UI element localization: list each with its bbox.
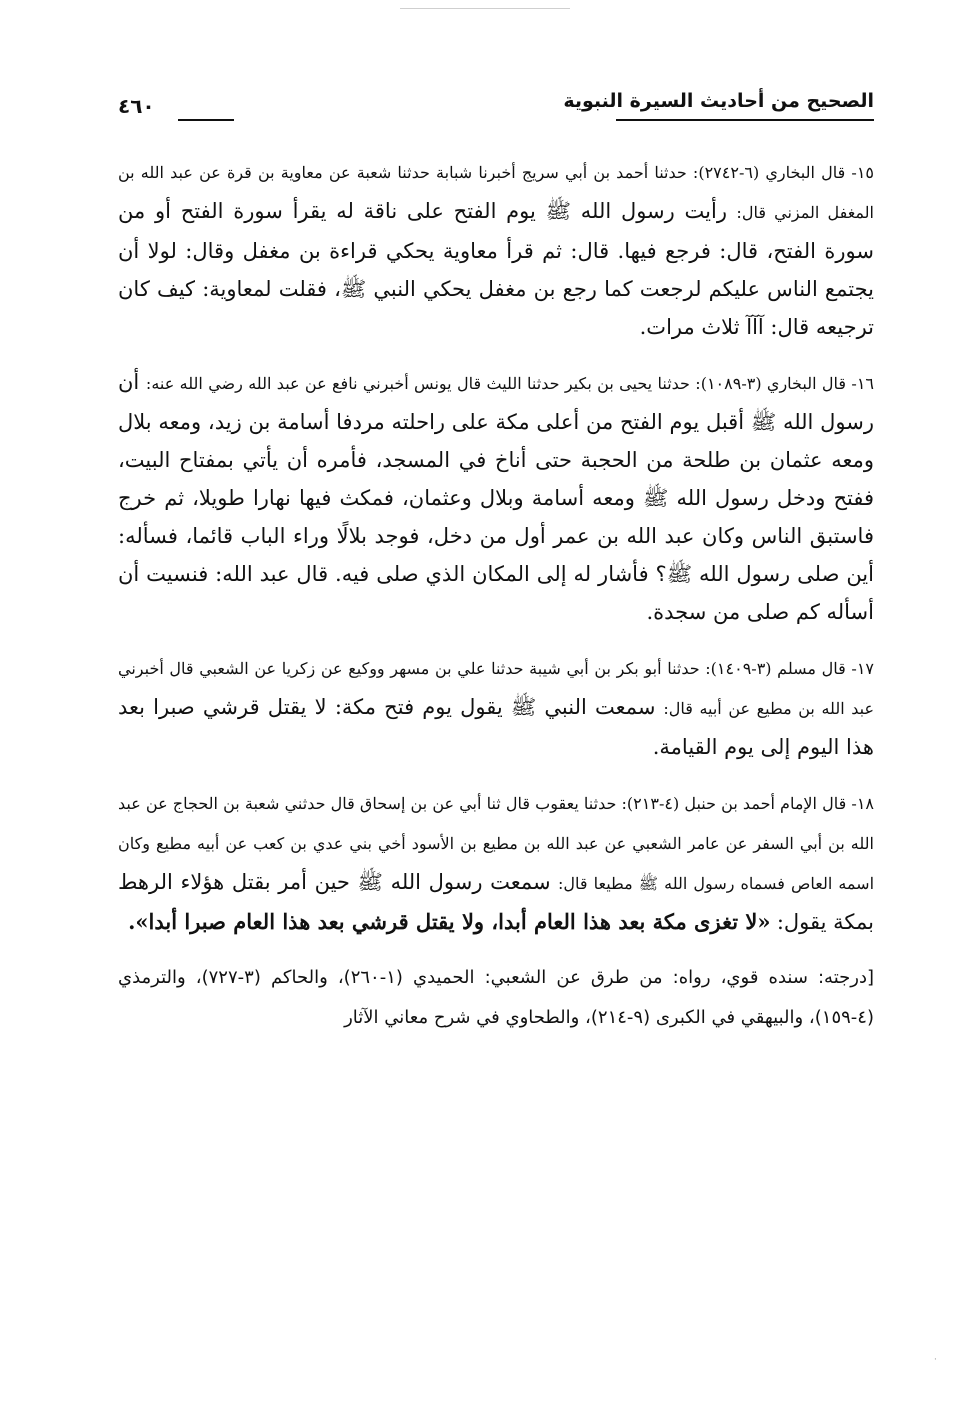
corner-mark: · <box>934 1355 937 1365</box>
hadith-18-matn: سمعت رسول الله ﷺ حين أمر بقتل هؤلاء الرهط بمكة يقول: <box>118 870 874 934</box>
hadith-16-matn: أن رسول الله ﷺ أقبل يوم الفتح من أعلى مكة على راحلته مردفا أسامة بن زيد، ومعه بلال ومعه عثمان بن طلحة من الحجبة حتى أناخ في المسجد، فأمره أن يأتي بمفتاح البيت، ففتح ودخل رسول الله ﷺ ومعه أسامة وبلال وعثمان، فمكث فيها نهارا طويلا، ثم خرج فاستبق الناس وكان عبد الله بن عمر أول من دخل، فوجد بلالًا وراء الباب قائما، فسأله: أين صلى رسول الله ﷺ؟ فأشار له إلى المكان الذي صلى فيه. قال عبد الله: فنسيت أن أسأله كم صلى من سجدة. <box>118 370 874 624</box>
page-number-rule <box>178 119 234 121</box>
grading-note: [درجته: سنده قوي، رواه: من طرق عن الشعبي: الحميدي (١-٢٦٠)، والحاكم (٣-٧٢٧)، والترمذي (٤-١٥٩)، والبيهقي في الكبرى (٩-٢١٤)، والطحاوي في شرح معاني الآثار <box>118 967 874 1028</box>
hadith-18-quote: «لا تغزى مكة بعد هذا العام أبدا، ولا يقتل قرشي بعد هذا العام صبرا أبدا». <box>128 909 771 934</box>
page-header <box>118 86 874 126</box>
hadith-15-isnad: ١٥- قال البخاري (٦-٢٧٤٢): حدثنا أحمد بن أبي سريج أخبرنا شبابة حدثنا شعبة عن معاوية بن قرة عن عبد الله بن المغفل المزني قال: <box>118 163 875 222</box>
hadith-15 <box>118 152 874 346</box>
page-number: ٤٦٠ <box>118 94 155 118</box>
hadith-17 <box>118 648 874 766</box>
hadith-15-matn: رأيت رسول الله ﷺ يوم الفتح على ناقة له يقرأ سورة الفتح أو من سورة الفتح، قال: فرجع فيها. قال: ثم قرأ معاوية يحكي قراءة بن مغفل وقال: لولا أن يجتمع الناس عليكم لرجعت كما رجع بن مغفل يحكي النبي ﷺ، فقلت لمعاوية: كيف كان ترجيعه قال: آآآ ثلاث مرات. <box>118 199 874 339</box>
hadith-17-matn: سمعت النبي ﷺ يقول يوم فتح مكة: لا يقتل قرشي صبرا بعد هذا اليوم إلى يوم القيامة. <box>118 695 874 759</box>
running-title-underline <box>616 119 874 121</box>
hadith-16-isnad: ١٦- قال البخاري (٣-١٠٨٩): حدثنا يحيى بن بكير حدثنا الليث قال يونس أخبرني نافع عن عبد الله رضي الله عنه: <box>145 374 875 393</box>
top-decorative-rule <box>400 8 570 9</box>
hadith-18-isnad: ١٨- قال الإمام أحمد بن حنبل (٤-٢١٣): حدثنا يعقوب قال ثنا أبي عن بن إسحاق قال حدثني شعبة بن الحجاج عن عبد الله بن أبي السفر عن عامر الشعبي عن عبد الله بن مطيع بن الأسود أخي بني عدي بن كعب عن أبيه مطيع وكان اسمه العاص فسماه رسول الله ﷺ مطيعا قال: <box>118 794 875 893</box>
running-title: الصحيح من أحاديث السيرة النبوية <box>563 90 874 112</box>
page-body <box>118 152 874 1055</box>
hadith-16 <box>118 363 874 631</box>
hadith-17-isnad: ١٧- قال مسلم (٣-١٤٠٩): حدثنا أبو بكر بن أبي شيبة حدثنا علي بن مسهر ووكيع عن زكريا عن الشعبي قال أخبرني عبد الله بن مطيع عن أبيه قال: <box>118 659 875 718</box>
hadith-18 <box>118 783 874 941</box>
